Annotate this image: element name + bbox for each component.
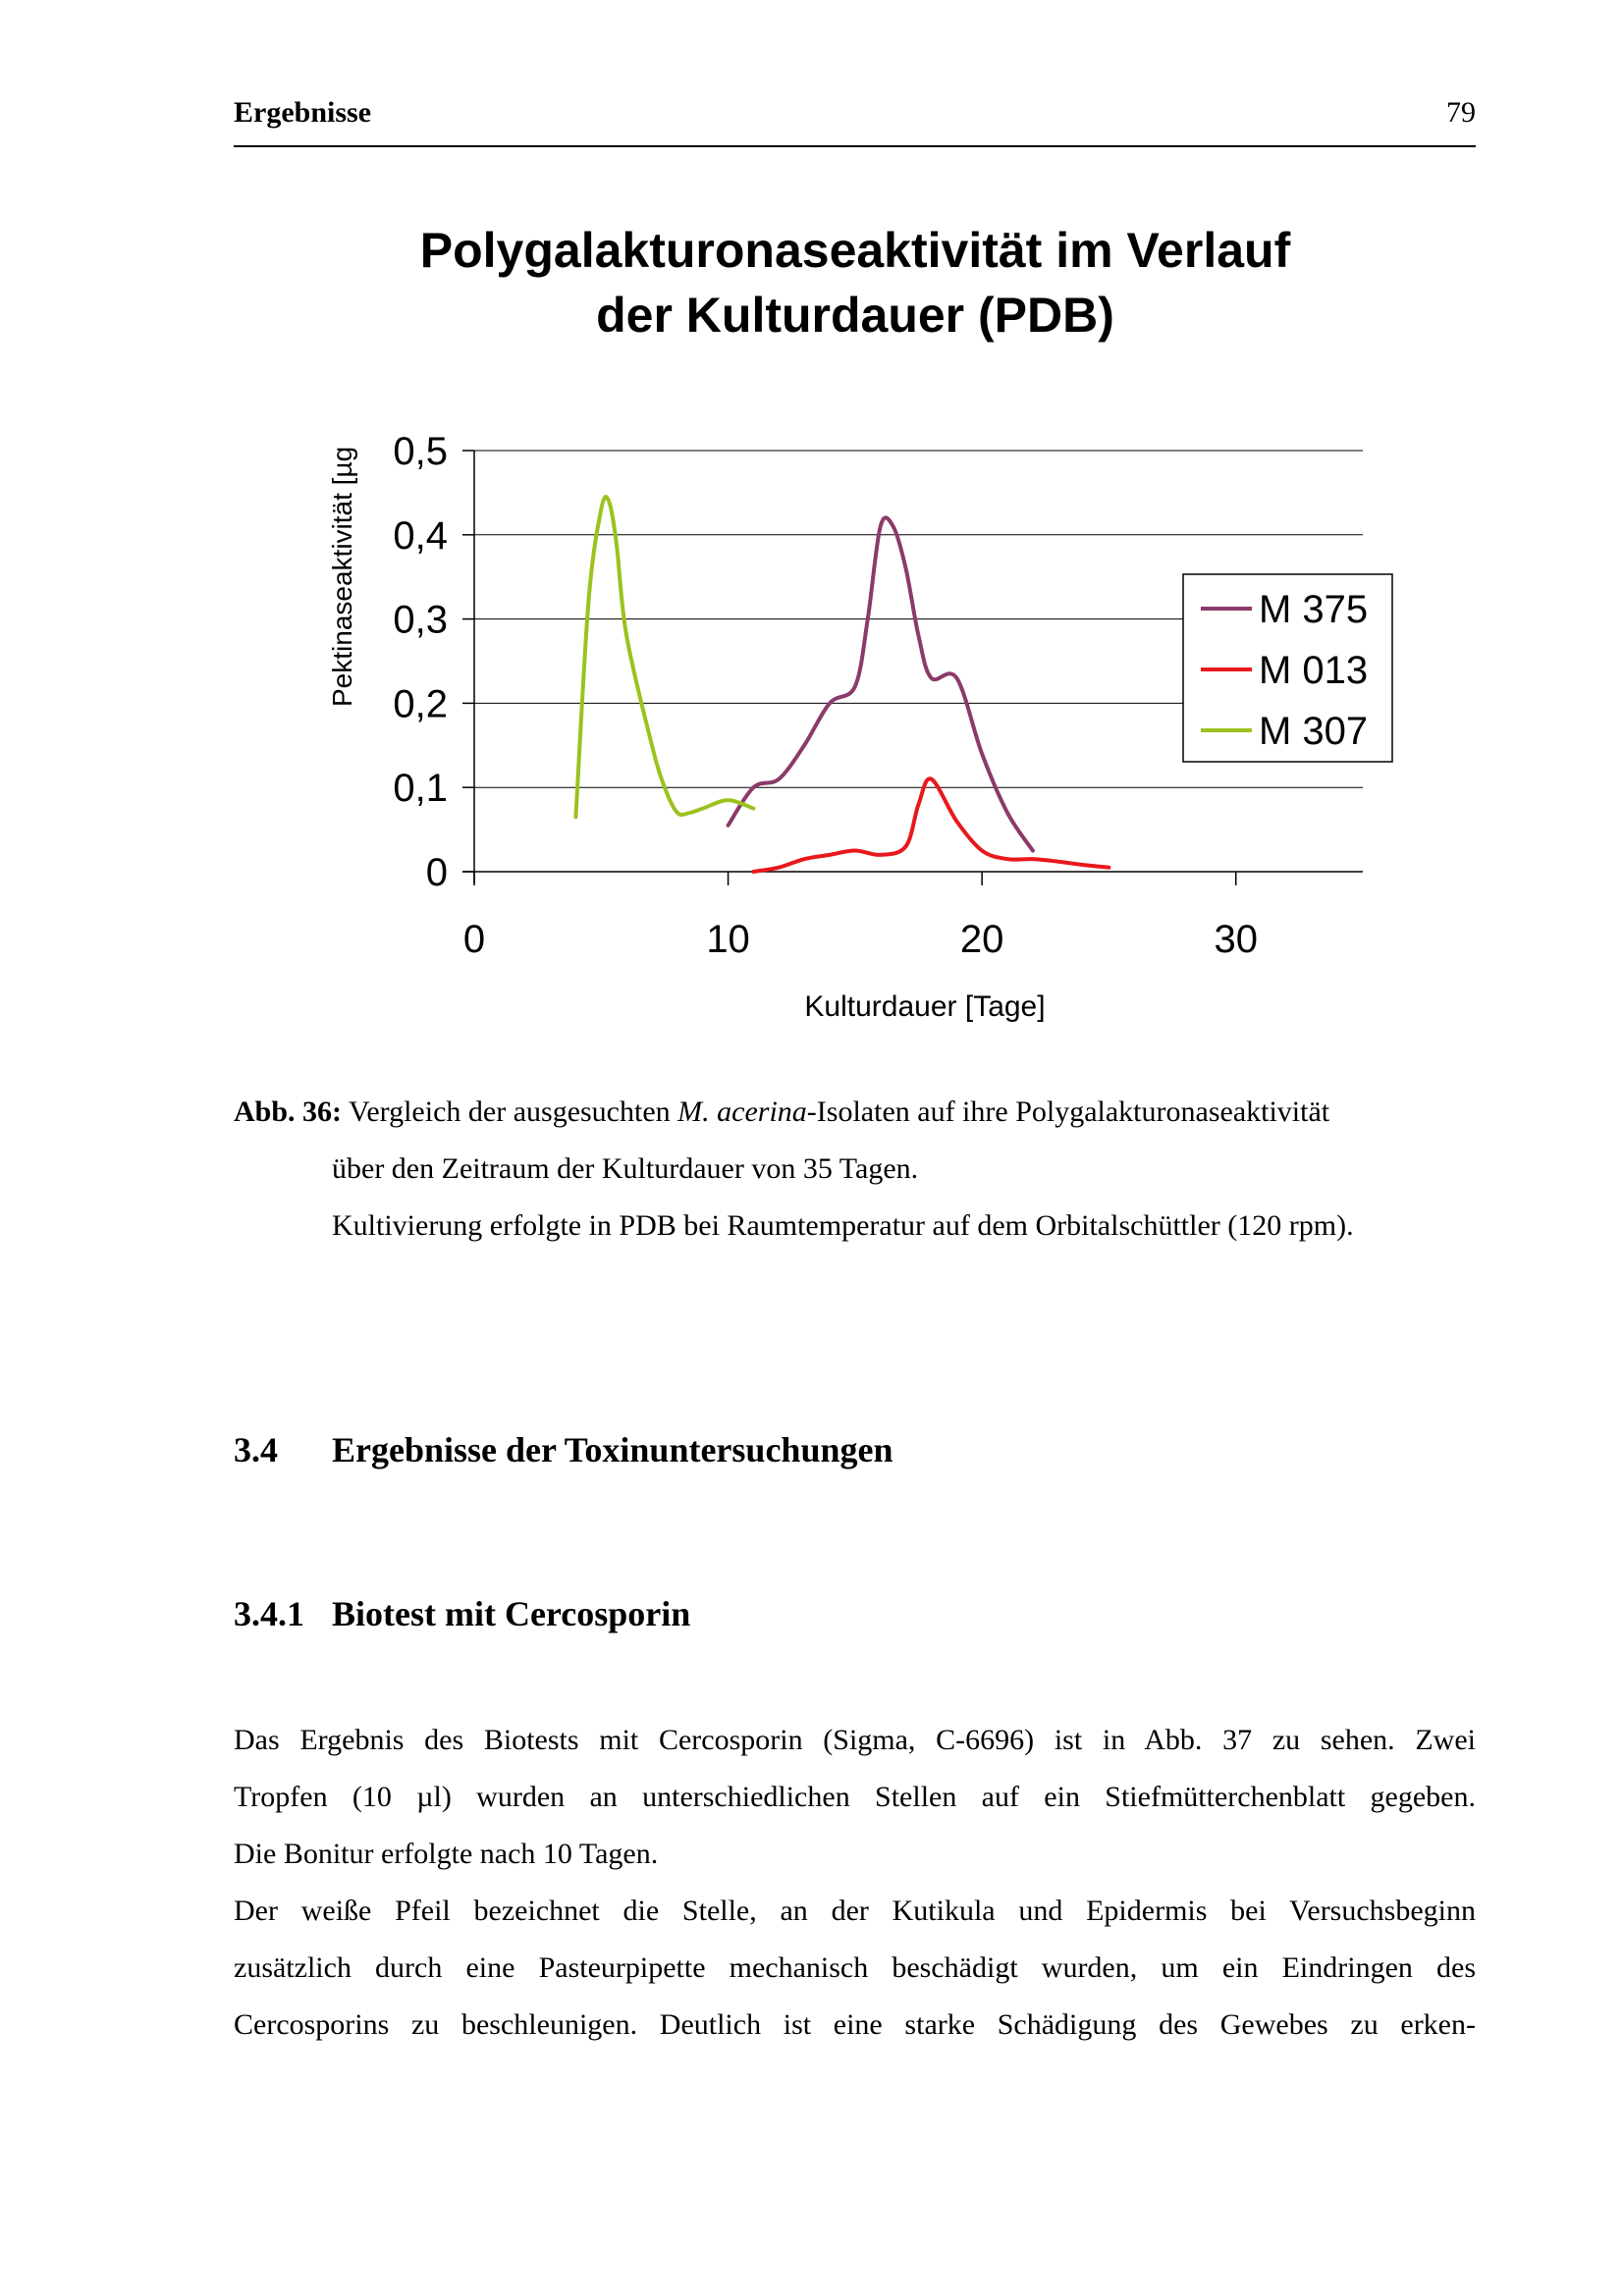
caption-text-a: Vergleich der ausgesuchten — [342, 1095, 678, 1128]
paragraph-2-line-1: Der weiße Pfeil bezeichnet die Stelle, an der Kutikula und Epidermis bei Versuchsbeginn — [234, 1895, 1476, 1927]
chart-title-line2: der Kulturdauer (PDB) — [596, 288, 1114, 343]
x-tick-label: 20 — [959, 918, 1004, 961]
section-heading — [234, 1429, 893, 1470]
chart-legend — [1183, 574, 1392, 762]
y-tick-label: 0 — [425, 851, 448, 894]
caption-label: Abb. 36: — [234, 1095, 343, 1128]
figure-caption — [234, 1084, 1490, 1255]
paragraph-1 — [234, 1712, 1476, 1883]
paragraph-1-line-2: Tropfen (10 µl) wurden an unterschiedlichen Stellen auf ein Stiefmütterchenblatt gegeben. — [234, 1781, 1476, 1813]
legend-label-m-013: M 013 — [1259, 649, 1369, 692]
x-tick-label: 10 — [706, 918, 750, 961]
series-line-m-307 — [575, 497, 753, 817]
subsection-title: Biotest mit Cercosporin — [332, 1594, 691, 1633]
paragraph-1-line-3: Die Bonitur erfolgte nach 10 Tagen. — [234, 1838, 659, 1870]
caption-line2: über den Zeitraum der Kulturdauer von 35 Tagen. — [332, 1152, 919, 1185]
legend-label-m-307: M 307 — [1259, 710, 1369, 753]
chart-title-line1: Polygalakturonaseaktivität im Verlauf — [419, 223, 1291, 278]
series-line-m-013 — [753, 778, 1109, 872]
header-title: Ergebnisse — [234, 96, 372, 129]
paragraph-2-line-3: Cercosporins zu beschleunigen. Deutlich ist eine starke Schädigung des Gewebes zu erken- — [234, 2008, 1476, 2041]
y-tick-label: 0,2 — [393, 682, 448, 726]
series-line-m-375 — [729, 517, 1033, 850]
paragraph-2-line-2: zusätzlich durch eine Pasteurpipette mechanisch beschädigt wurden, um ein Eindringen des — [234, 1951, 1476, 1984]
running-header — [234, 96, 1476, 147]
section-title: Ergebnisse der Toxinuntersuchungen — [332, 1430, 893, 1469]
caption-line1 — [234, 1084, 1490, 1141]
x-axis-label: Kulturdauer [Tage] — [804, 990, 1046, 1023]
y-axis-label: Pektinaseaktivität [µg — [327, 446, 357, 707]
x-tick-label: 30 — [1214, 918, 1258, 961]
caption-text-b: -Isolaten auf ihre Polygalakturonaseaktivität — [806, 1095, 1330, 1128]
paragraph-2 — [234, 1883, 1476, 2054]
subsection-number: 3.4.1 — [234, 1594, 304, 1633]
y-tick-label: 0,4 — [393, 513, 448, 558]
x-tick-label: 0 — [462, 918, 486, 961]
y-tick-label: 0,5 — [393, 430, 448, 473]
activity-chart — [314, 216, 1424, 1041]
y-tick-label: 0,3 — [393, 598, 448, 642]
legend-label-m-375: M 375 — [1259, 588, 1369, 631]
page-number: 79 — [1446, 96, 1476, 129]
chart-series — [575, 497, 1109, 872]
paragraph-1-line-1: Das Ergebnis des Biotests mit Cercosporin (Sigma, C-6696) ist in Abb. 37 zu sehen. Zwei — [234, 1724, 1476, 1756]
section-number: 3.4 — [234, 1430, 278, 1469]
y-tick-label: 0,1 — [393, 767, 448, 811]
caption-line3: Kultivierung erfolgte in PDB bei Raumtemperatur auf dem Orbitalschüttler (120 rpm). — [332, 1209, 1354, 1242]
subsection-heading — [234, 1593, 690, 1634]
caption-species: M. acerina — [677, 1095, 807, 1128]
chart-ticks — [393, 430, 1258, 961]
